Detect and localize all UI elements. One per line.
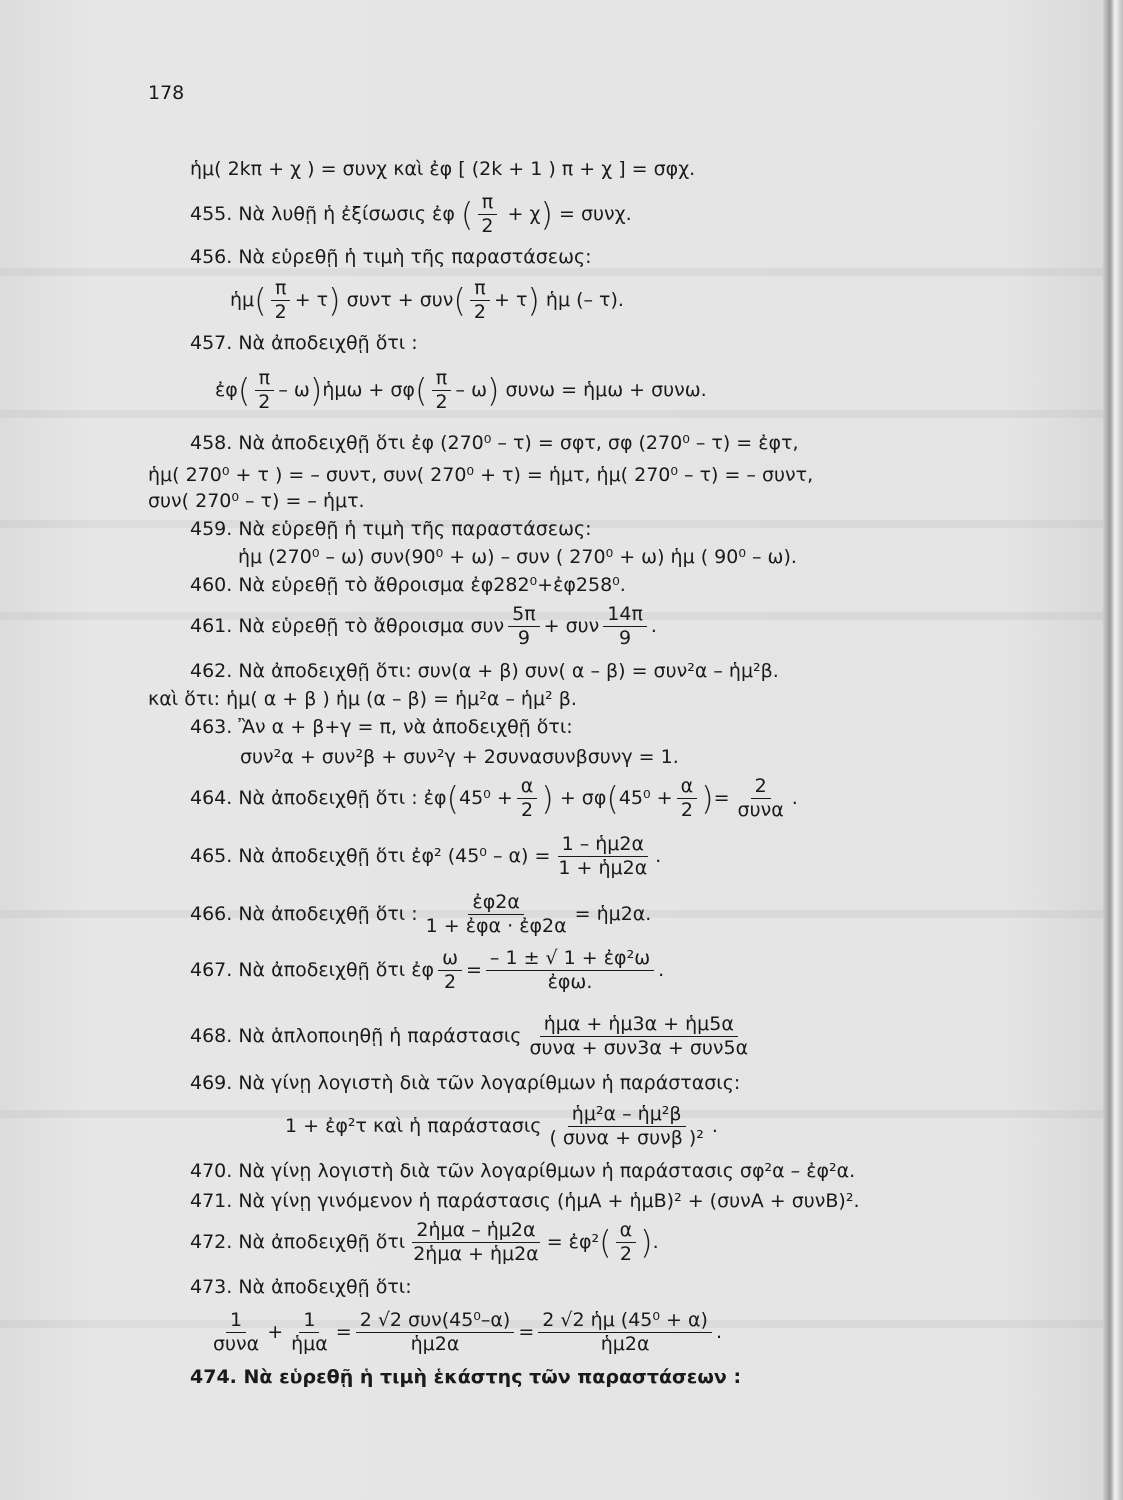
text: . (791, 786, 798, 809)
text: = (465, 958, 482, 981)
numerator: α (616, 1220, 637, 1243)
left-paren: ( (453, 281, 466, 320)
numerator: 2ἡμα – ἡμ2α (412, 1220, 539, 1243)
right-paren: ) (527, 281, 540, 320)
text: = ἐφ² (546, 1230, 600, 1253)
exercise-458-line2: ἡμ( 270⁰ + τ ) = – συντ, συν( 270⁰ + τ) = ἡμτ, ἡμ( 270⁰ – τ) = – συντ, (148, 464, 814, 486)
fraction (545, 1104, 707, 1149)
text: = (713, 786, 730, 809)
line-454-end: ἡμ( 2kπ + χ ) = συνχ καὶ ἐφ [ (2k + 1 ) π + χ ] = σφχ. (190, 158, 696, 180)
exercise-464 (190, 776, 798, 821)
right-paren: ) (701, 779, 714, 818)
denominator: συνα (213, 1332, 260, 1355)
denominator: 2 (619, 1242, 632, 1265)
bleed-through-line (0, 268, 1123, 276)
fraction (431, 368, 451, 413)
text: συντ + συν (346, 288, 454, 311)
denominator: ἡμ2α (600, 1332, 650, 1355)
fraction (486, 948, 654, 993)
left-paren: ( (237, 371, 251, 410)
fraction (422, 892, 571, 937)
text: – ω (278, 378, 310, 401)
exercise-463-expression: συν²α + συν²β + συν²γ + 2συνασυνβσυνγ = 1. (240, 746, 679, 768)
fraction (554, 834, 651, 879)
text: = (335, 1320, 352, 1343)
text: συνω = ἡμω + συνω. (505, 378, 707, 401)
exercise-473-expression (205, 1310, 722, 1355)
exercise-456-expression (230, 278, 624, 323)
exercise-469: 469. Νὰ γίνῃ λογιστὴ διὰ τῶν λογαρίθμων ἡ παράστασις: (190, 1072, 741, 1094)
numerator: 2 √2 συν(45⁰–α) (356, 1310, 515, 1333)
fraction (356, 1310, 515, 1355)
exercise-470: 470. Νὰ γίνῃ λογιστὴ διὰ τῶν λογαρίθμων ἡ παράστασις σφ²α – ἐφ²α. (190, 1160, 856, 1182)
right-paren: ) (640, 1223, 653, 1262)
denominator: 2 (435, 390, 448, 413)
text: ἡμ (230, 288, 255, 311)
fraction (734, 776, 788, 821)
numerator: 5π (508, 604, 540, 627)
exercise-465 (190, 834, 661, 879)
exercise-460: 460. Νὰ εὑρεθῇ τὸ ἄθροισμα ἐφ282⁰+ἐφ258⁰. (190, 574, 626, 596)
text: 465. Νὰ ἀποδειχθῇ ὅτι ἐφ² (45⁰ – α) = (190, 844, 551, 867)
denominator: 9 (517, 626, 530, 649)
text: + χ (507, 202, 541, 225)
numerator: 1 (299, 1310, 319, 1333)
text: . (652, 1230, 659, 1253)
fraction (287, 1310, 332, 1355)
fraction (477, 192, 497, 237)
denominator: 2 (258, 390, 271, 413)
exercise-466 (190, 892, 651, 937)
denominator: ἡμ2α (410, 1332, 460, 1355)
right-paren: ) (328, 281, 341, 320)
text: + (267, 1320, 284, 1343)
numerator: – 1 ± √ 1 + ἐφ²ω (486, 948, 654, 971)
fraction (517, 776, 538, 821)
fraction (470, 278, 490, 323)
denominator: 2 (520, 798, 534, 821)
text: = (518, 1320, 535, 1343)
right-paren: ) (309, 371, 323, 410)
denominator: ἡμα (291, 1332, 328, 1355)
left-paren: ( (414, 371, 428, 410)
text: 45⁰ + (618, 786, 673, 809)
fraction (254, 368, 274, 413)
fraction (525, 1014, 752, 1059)
denominator: 2 (481, 214, 494, 237)
fraction (271, 278, 291, 323)
text: + τ (294, 288, 329, 311)
denominator: 9 (619, 626, 632, 649)
left-paren: ( (599, 1223, 612, 1262)
exercise-462-line2: καὶ ὅτι: ἡμ( α + β ) ἡμ (α – β) = ἡμ²α – ἡμ² β. (148, 688, 577, 710)
numerator: ἡμα + ἡμ3α + ἡμ5α (540, 1014, 738, 1037)
text: 466. Νὰ ἀποδειχθῇ ὅτι : (190, 902, 418, 925)
text: . (655, 844, 662, 867)
text: – ω (455, 378, 487, 401)
exercise-461 (190, 604, 657, 649)
text: 45⁰ + (458, 786, 513, 809)
exercise-469-expression (285, 1104, 718, 1149)
numerator: 2 (751, 776, 771, 799)
left-paren: ( (460, 195, 474, 234)
page-number: 178 (148, 82, 185, 104)
denominator: ἐφω. (547, 970, 593, 993)
text: = συνχ. (559, 202, 632, 225)
text: 472. Νὰ ἀποδειχθῇ ὅτι (190, 1230, 406, 1253)
denominator: ( συνα + συνβ )² (549, 1126, 704, 1149)
exercise-463: 463. Ἂν α + β+γ = π, νὰ ἀποδειχθῇ ὅτι: (190, 716, 573, 738)
exercise-474: 474. Νὰ εὑρεθῇ ἡ τιμὴ ἑκάστης τῶν παραστάσεων : (190, 1366, 742, 1388)
denominator: 2 (680, 798, 693, 821)
right-paren: ) (486, 371, 500, 410)
text: = ἡμ2α. (574, 902, 652, 925)
page-edge (1103, 0, 1123, 1500)
exercise-457-expression (215, 368, 707, 413)
fraction (508, 604, 540, 649)
numerator: π (255, 368, 274, 391)
denominator: 2 (274, 300, 287, 323)
text: + σφ (559, 786, 607, 809)
numerator: π (432, 368, 451, 391)
denominator: 2ἡμα + ἡμ2α (413, 1242, 539, 1265)
left-paren: ( (446, 779, 459, 818)
exercise-455 (190, 192, 632, 237)
numerator: ω (438, 948, 462, 971)
exercise-459-expression: ἡμ (270⁰ – ω) συν(90⁰ + ω) – συν ( 270⁰ + ω) ἡμ ( 90⁰ – ω). (238, 546, 797, 568)
right-paren: ) (541, 779, 554, 818)
exercise-473: 473. Νὰ ἀποδειχθῇ ὅτι: (190, 1276, 412, 1298)
numerator: α (517, 776, 538, 799)
numerator: α (677, 776, 698, 799)
fraction (209, 1310, 263, 1355)
numerator: 2 √2 ἡμ (45⁰ + α) (538, 1310, 712, 1333)
exercise-462: 462. Νὰ ἀποδειχθῇ ὅτι: συν(α + β) συν( α – β) = συν²α – ἡμ²β. (190, 660, 779, 682)
denominator: 2 (443, 970, 457, 993)
text: ἡμω + σφ (322, 378, 415, 401)
text: . (658, 958, 665, 981)
text: 464. Νὰ ἀποδειχθῇ ὅτι : ἐφ (190, 786, 447, 809)
denominator: συνα + συν3α + συν5α (529, 1036, 749, 1059)
fraction (677, 776, 698, 821)
fraction (438, 948, 462, 993)
numerator: ἡμ²α – ἡμ²β (568, 1104, 686, 1127)
text: + συν (543, 614, 600, 637)
exercise-471: 471. Νὰ γίνῃ γινόμενον ἡ παράστασις (ἡμΑ + ἡμΒ)² + (συνΑ + συνΒ)². (190, 1190, 860, 1212)
denominator: 1 + ἡμ2α (558, 856, 648, 879)
fraction (409, 1220, 543, 1265)
exercise-457: 457. Νὰ ἀποδειχθῇ ὅτι : (190, 332, 418, 354)
text: ἡμ (– τ). (545, 288, 624, 311)
numerator: 1 (226, 1310, 246, 1333)
numerator: 1 – ἡμ2α (558, 834, 648, 857)
numerator: π (271, 278, 290, 301)
fraction (603, 604, 647, 649)
right-paren: ) (540, 195, 553, 234)
exercise-472 (190, 1220, 659, 1265)
left-paren: ( (254, 281, 267, 320)
text: . (715, 1320, 722, 1343)
text: 467. Νὰ ἀποδειχθῇ ὅτι ἐφ (190, 958, 435, 981)
text: 461. Νὰ εὑρεθῇ τὸ ἄθροισμα συν (190, 614, 505, 637)
fraction (616, 1220, 637, 1265)
exercise-456: 456. Νὰ εὑρεθῇ ἡ τιμὴ τῆς παραστάσεως: (190, 246, 592, 268)
fraction (538, 1310, 712, 1355)
denominator: 2 (473, 300, 486, 323)
numerator: π (478, 192, 497, 215)
text: 468. Νὰ ἁπλοποιηθῇ ἡ παράστασις (190, 1024, 522, 1047)
text: . (711, 1114, 718, 1137)
numerator: π (470, 278, 489, 301)
text: . (650, 614, 657, 637)
exercise-467 (190, 948, 664, 993)
exercise-458: 458. Νὰ ἀποδειχθῇ ὅτι ἐφ (270⁰ – τ) = σφτ, σφ (270⁰ – τ) = ἐφτ, (190, 432, 799, 454)
numerator: 14π (603, 604, 647, 627)
exercise-468 (190, 1014, 756, 1059)
exercise-459: 459. Νὰ εὑρεθῇ ἡ τιμὴ τῆς παραστάσεως: (190, 518, 592, 540)
exercise-458-line3: συν( 270⁰ – τ) = – ἡμτ. (148, 490, 365, 512)
text: + τ (493, 288, 528, 311)
numerator: ἐφ2α (468, 892, 523, 915)
text: 1 + ἐφ²τ καὶ ἡ παράστασις (285, 1114, 542, 1137)
left-paren: ( (606, 779, 619, 818)
denominator: 1 + ἐφα · ἐφ2α (425, 914, 567, 937)
text: 455. Νὰ λυθῇ ἡ ἐξίσωσις ἐφ (190, 202, 455, 225)
text: ἐφ (215, 378, 238, 401)
denominator: συνα (737, 798, 784, 821)
